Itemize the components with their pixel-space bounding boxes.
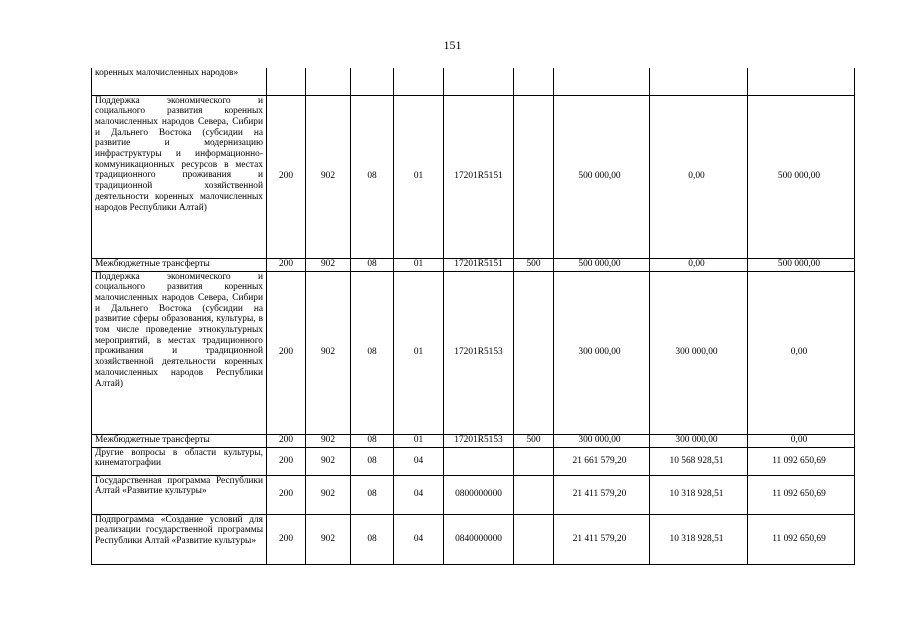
cell-amount-3: 500 000,00 xyxy=(748,258,855,271)
cell-admin: 200 xyxy=(267,434,306,447)
cell-subsection: 04 xyxy=(394,447,444,475)
cell-expense-type xyxy=(514,514,554,564)
cell-target-item: 17201R5153 xyxy=(444,434,514,447)
cell-amount-3: 11 092 650,69 xyxy=(748,514,855,564)
table-row xyxy=(92,514,855,564)
table-row xyxy=(92,434,855,447)
row-name: Поддержка экономического и социального развития коренных малочисленных народов Севера, Сибири и Дальнего Востока (субсидии на развитие и модернизацию инфраструктуры и информационно-коммуникационных ресурсов в местах традиционного проживания и традиционной хозяйственной деятельности коренных малочисленных народов Республики Алтай) xyxy=(92,95,267,258)
cell-amount-3: 500 000,00 xyxy=(748,95,855,258)
cell-amount-2: 10 318 928,51 xyxy=(650,475,748,514)
cell-section xyxy=(351,68,394,95)
cell-amount-1: 300 000,00 xyxy=(554,271,650,434)
cell-admin: 200 xyxy=(267,95,306,258)
cell-amount-1: 300 000,00 xyxy=(554,434,650,447)
row-name: Подпрограмма «Создание условий для реализации государственной программы Республики Алтай «Развитие культуры» xyxy=(92,514,267,564)
cell-subsection: 04 xyxy=(394,475,444,514)
cell-section: 08 xyxy=(351,258,394,271)
cell-expense-type xyxy=(514,475,554,514)
cell-ministry: 902 xyxy=(306,475,351,514)
cell-admin: 200 xyxy=(267,514,306,564)
cell-admin: 200 xyxy=(267,475,306,514)
cell-expense-type xyxy=(514,95,554,258)
cell-section: 08 xyxy=(351,434,394,447)
cell-subsection xyxy=(394,68,444,95)
cell-admin: 200 xyxy=(267,271,306,434)
cell-expense-type xyxy=(514,68,554,95)
cell-target-item: 0800000000 xyxy=(444,475,514,514)
cell-amount-2: 10 568 928,51 xyxy=(650,447,748,475)
cell-target-item: 17201R5153 xyxy=(444,271,514,434)
cell-amount-1: 500 000,00 xyxy=(554,95,650,258)
cell-target-item xyxy=(444,68,514,95)
cell-amount-3: 0,00 xyxy=(748,434,855,447)
cell-expense-type xyxy=(514,447,554,475)
row-name: Межбюджетные трансферты xyxy=(92,258,267,271)
cell-section: 08 xyxy=(351,271,394,434)
cell-admin: 200 xyxy=(267,258,306,271)
cell-section: 08 xyxy=(351,475,394,514)
cell-amount-3: 0,00 xyxy=(748,271,855,434)
cell-amount-1: 21 411 579,20 xyxy=(554,514,650,564)
page-number: 151 xyxy=(443,38,462,52)
row-name: Другие вопросы в области культуры, кинематографии xyxy=(92,447,267,475)
table-row xyxy=(92,258,855,271)
cell-ministry: 902 xyxy=(306,447,351,475)
cell-amount-3: 11 092 650,69 xyxy=(748,475,855,514)
cell-ministry: 902 xyxy=(306,271,351,434)
cell-ministry: 902 xyxy=(306,258,351,271)
cell-admin: 200 xyxy=(267,447,306,475)
cell-subsection: 01 xyxy=(394,271,444,434)
cell-subsection: 01 xyxy=(394,95,444,258)
row-name: Межбюджетные трансферты xyxy=(92,434,267,447)
cell-amount-3 xyxy=(748,68,855,95)
cell-amount-2: 10 318 928,51 xyxy=(650,514,748,564)
budget-table xyxy=(91,68,855,565)
cell-expense-type: 500 xyxy=(514,258,554,271)
cell-target-item: 17201R5151 xyxy=(444,258,514,271)
cell-amount-1: 21 411 579,20 xyxy=(554,475,650,514)
cell-ministry: 902 xyxy=(306,514,351,564)
cell-expense-type: 500 xyxy=(514,434,554,447)
cell-section: 08 xyxy=(351,514,394,564)
table-row xyxy=(92,475,855,514)
cell-section: 08 xyxy=(351,447,394,475)
cell-admin xyxy=(267,68,306,95)
table-row xyxy=(92,271,855,434)
cell-target-item: 17201R5151 xyxy=(444,95,514,258)
cell-amount-3: 11 092 650,69 xyxy=(748,447,855,475)
cell-subsection: 01 xyxy=(394,434,444,447)
cell-amount-2: 300 000,00 xyxy=(650,434,748,447)
cell-ministry xyxy=(306,68,351,95)
cell-ministry: 902 xyxy=(306,434,351,447)
cell-amount-2: 300 000,00 xyxy=(650,271,748,434)
row-name: Государственная программа Республики Алтай «Развитие культуры» xyxy=(92,475,267,514)
cell-amount-1 xyxy=(554,68,650,95)
cell-subsection: 04 xyxy=(394,514,444,564)
cell-amount-2 xyxy=(650,68,748,95)
table-row xyxy=(92,447,855,475)
cell-amount-1: 21 661 579,20 xyxy=(554,447,650,475)
cell-amount-1: 500 000,00 xyxy=(554,258,650,271)
cell-target-item: 0840000000 xyxy=(444,514,514,564)
cell-amount-2: 0,00 xyxy=(650,258,748,271)
table-row xyxy=(92,95,855,258)
row-name: коренных малочисленных народов» xyxy=(92,68,267,95)
cell-target-item xyxy=(444,447,514,475)
row-name: Поддержка экономического и социального развития коренных малочисленных народов Севера, Сибири и Дальнего Востока (субсидии на развитие сферы образования, культуры, в том числе проведение этнокультурных мероприятий, в местах традиционного проживания и традиционной хозяйственной деятельности коренных малочисленных народов Республики Алтай) xyxy=(92,271,267,434)
cell-expense-type xyxy=(514,271,554,434)
cell-amount-2: 0,00 xyxy=(650,95,748,258)
cell-subsection: 01 xyxy=(394,258,444,271)
cell-ministry: 902 xyxy=(306,95,351,258)
cell-section: 08 xyxy=(351,95,394,258)
table-row xyxy=(92,68,855,95)
